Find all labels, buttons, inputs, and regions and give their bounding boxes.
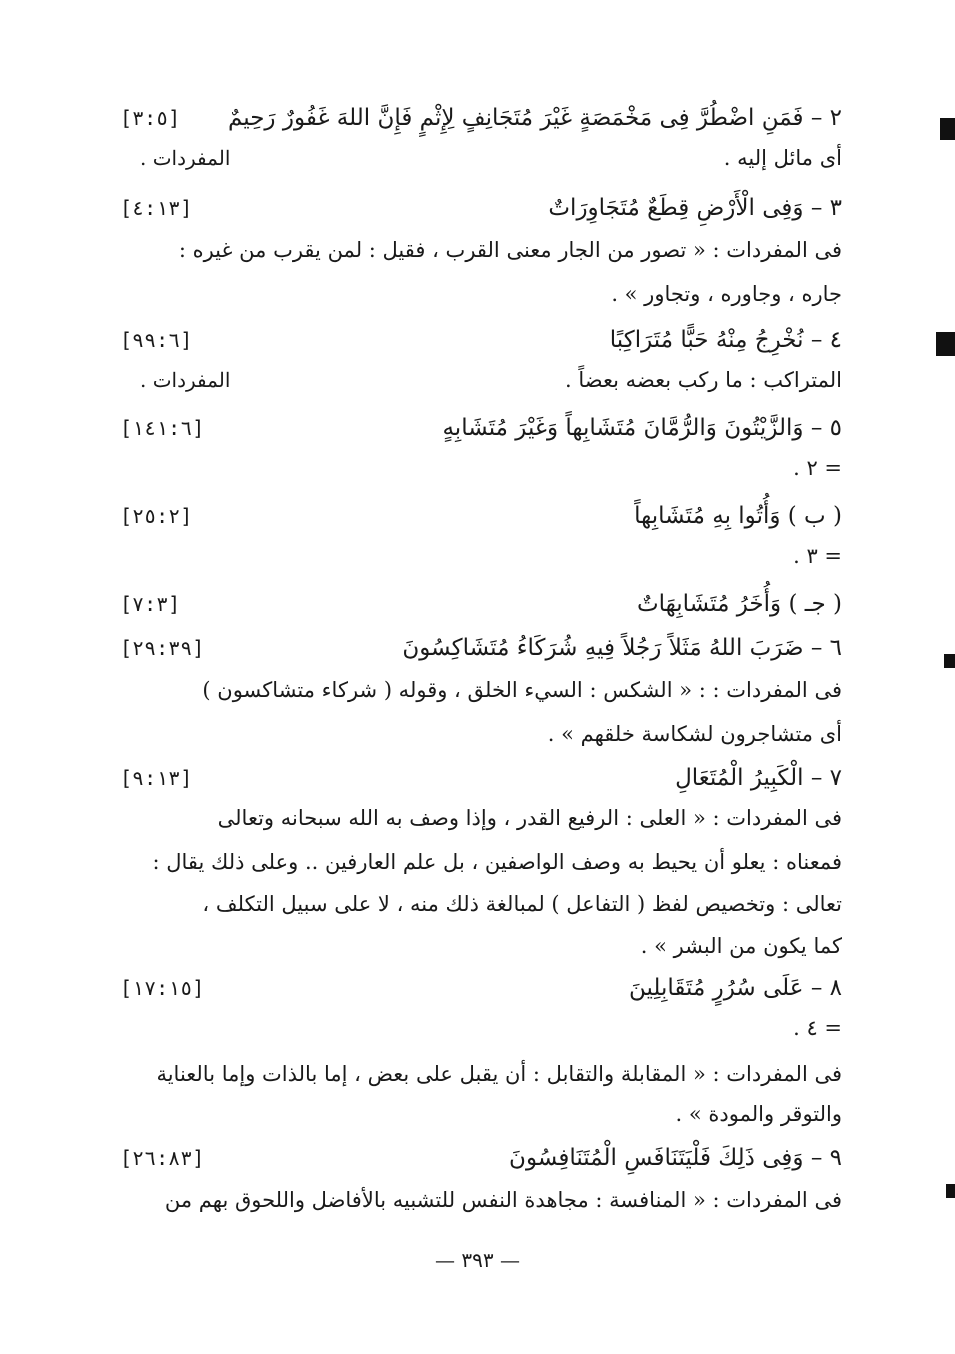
commentary-text: فى المفردات : « تصور من الجار معنى القرب ، فقيل : لمن يقرب من غيره : (178, 238, 842, 262)
verse-line (120, 582, 842, 626)
commentary-line (120, 882, 842, 926)
commentary-text: أى متشاجرون لشكاسة خلقهم » . (547, 722, 842, 746)
verse-line (120, 756, 842, 800)
source-note: المفردات . (140, 146, 231, 170)
verse-reference: [٩:١٣] (120, 766, 193, 790)
commentary-line (120, 796, 842, 840)
verse-text: ٢ – فَمَنِ اضْطُرَّ فِى مَخْمَصَةٍ غَيْرَ مُتَجَانِفٍ لِإِثْمٍ فَإِنَّ اللهَ غَفُورٌ رَحِيمٌ (227, 105, 842, 131)
verse-text: ٨ – عَلَى سُرُرٍ مُتَقَابِلِينَ (628, 975, 842, 1001)
commentary-line (120, 1092, 842, 1136)
verse-text: ( ب ) وَأُتُوا بِهِ مُتَشَابِهاً (634, 503, 842, 529)
commentary-line (120, 712, 842, 756)
commentary-line (120, 840, 842, 884)
cross-reference-text: = ٤ . (793, 1016, 842, 1040)
verse-text: ٥ – وَالزَّيْتُونَ وَالرُّمَّانَ مُتَشَابِهاً وَغَيْرَ مُتَشَابِهٍ (442, 415, 842, 441)
commentary-text: والتوقر والمودة » . (675, 1102, 842, 1126)
commentary-text: تعالى : وتخصيص لفظ ( التفاعل ) لمبالغة ذلك منه ، لا على سبيل التكلف ، (202, 892, 842, 916)
cross-reference-text: = ٣ . (793, 544, 842, 568)
verse-reference: [٢٦:٨٣] (120, 1146, 205, 1170)
commentary-text: فمعناه : يعلو أن يحيط به وصف الواصفين ، بل علم العارفين .. وعلى ذلك يقال : (152, 850, 842, 874)
commentary-line (120, 1178, 842, 1222)
commentary-line (120, 668, 842, 712)
verse-text: ٩ – وَفِى ذَلِكَ فَلْيَتَنَافَسِ الْمُتَنَافِسُونَ (509, 1145, 842, 1171)
commentary-text: فى المفردات : « المقابلة والتقابل : أن يقبل على بعض ، إما بالذات وإما بالعناية (156, 1062, 842, 1086)
verse-text: ٦ – ضَرَبَ اللهُ مَثَلاً رَجُلاً فِيهِ شُرَكَاءُ مُتَشَاكِسُونَ (402, 635, 842, 661)
source-note: المفردات . (140, 368, 231, 392)
verse-reference: [٢٥:٢] (120, 504, 193, 528)
scan-mark (940, 118, 955, 140)
verse-line (120, 406, 842, 450)
commentary-text: أى مائل إليه . (723, 146, 842, 170)
commentary-text: كما يكون من البشر » . (640, 934, 842, 958)
verse-line (120, 966, 842, 1010)
verse-reference: [١٧:١٥] (120, 976, 205, 1000)
commentary-text: جاره ، وجاوره ، وتجاور » . (611, 282, 842, 306)
commentary-text: المتراكب : ما ركب بعضه بعضاً . (565, 368, 842, 392)
commentary-line (120, 228, 842, 272)
verse-line (120, 318, 842, 362)
cross-reference-text: = ٢ . (793, 456, 842, 480)
verse-reference: [٧:٣] (120, 592, 181, 616)
commentary-line (120, 924, 842, 968)
commentary-text: فى المفردات : : « الشكس : السيء الخلق ، وقوله ( شركاء متشاكسون ) (202, 678, 842, 702)
commentary-line (120, 272, 842, 316)
verse-text: ٧ – الْكَبِيرُ الْمُتَعَالِ (675, 765, 842, 791)
verse-line (120, 96, 842, 140)
cross-reference-line (120, 1006, 842, 1050)
verse-reference: [٩٩:٦] (120, 328, 193, 352)
verse-reference: [٤:١٣] (120, 196, 193, 220)
commentary-line (120, 358, 842, 402)
scan-mark (936, 332, 955, 356)
verse-reference: [٣:٥] (120, 106, 181, 130)
verse-line (120, 186, 842, 230)
commentary-line (120, 136, 842, 180)
verse-reference: [١٤١:٦] (120, 416, 205, 440)
commentary-line (120, 1052, 842, 1096)
verse-text: ( جـ ) وَأُخَرُ مُتَشَابِهَاتٌ (636, 591, 842, 617)
cross-reference-line (120, 534, 842, 578)
verse-line (120, 494, 842, 538)
verse-reference: [٢٩:٣٩] (120, 636, 205, 660)
commentary-text: فى المفردات : « العلى : الرفيع القدر ، وإذا وصف به الله سبحانه وتعالى (217, 806, 842, 830)
scan-mark (946, 1184, 955, 1198)
page-number: — ٣٩٣ — (435, 1248, 520, 1272)
verse-text: ٣ – وَفِى الْأَرْضِ قِطَعٌ مُتَجَاوِرَاتٌ (548, 195, 842, 221)
scan-mark (944, 654, 955, 668)
cross-reference-line (120, 446, 842, 490)
verse-line (120, 1136, 842, 1180)
verse-text: ٤ – نُخْرِجُ مِنْهُ حَبًّا مُتَرَاكِبًا (609, 327, 842, 353)
commentary-text: فى المفردات : « المنافسة : مجاهدة النفس للتشبيه بالأفاضل واللحوق بهم من (164, 1188, 842, 1212)
verse-line (120, 626, 842, 670)
